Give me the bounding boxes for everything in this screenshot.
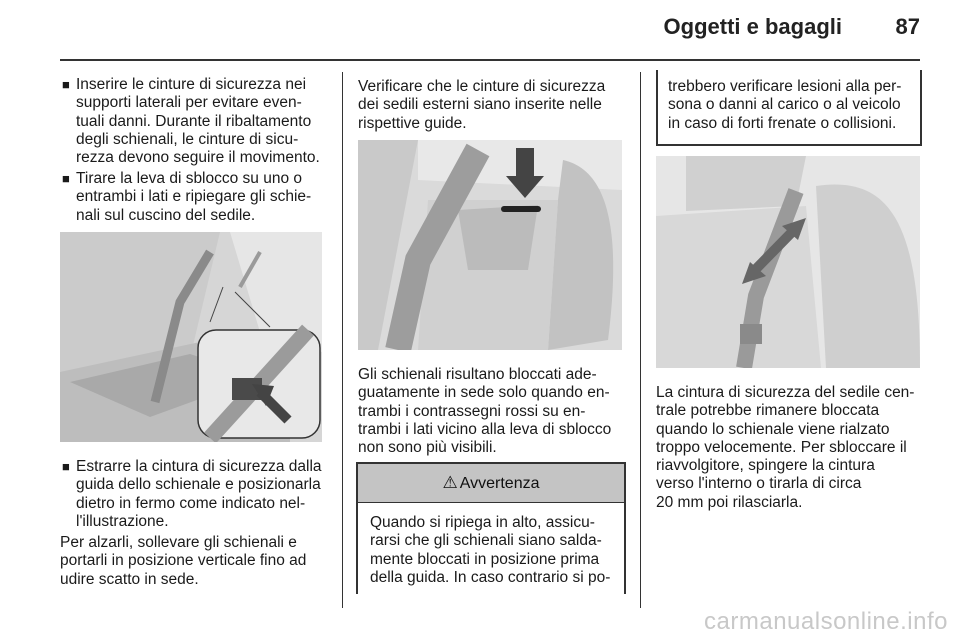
instruction-extract-belt: Estrarre la cintura di sicurezza dalla guida dello schienale e posizionarla dietro in fermo come indicato nel- l'illustrazione. — [76, 458, 322, 530]
instruction-belt-supports: Inserire le cinture di sicurezza nei supporti laterali per evitare even- tuali danni. Durante il ribaltamento degli schienali, le cinture di sicu- rezza devono seguire il movimento. — [76, 76, 320, 167]
bullet-marker: ■ — [62, 171, 70, 186]
instruction-release-lever: Tirare la leva di sblocco su uno o entrambi i lati e ripiegare gli schie- nali sul cuscino del sedile. — [76, 170, 312, 224]
paragraph-raise-seats: Per alzarli, sollevare gli schienali e portarli in posizione verticale fino ad udire scatto in sede. — [60, 534, 307, 588]
page-number: 87 — [895, 14, 920, 39]
illustration-outer-belt-guide — [358, 140, 622, 350]
bullet-marker: ■ — [62, 77, 70, 92]
paragraph-check-belts: Verificare che le cinture di sicurezza dei sedili esterni siano inserite nelle rispettive guide. — [358, 78, 606, 132]
warning-icon: ⚠ — [442, 473, 458, 492]
watermark: carmanualsonline.info — [704, 608, 948, 635]
paragraph-seat-lock-status: Gli schienali risultano bloccati ade- guatamente in sede solo quando en- trambi i contrassegni rossi su en- trambi i lati vicino alla leva di sblocco non sono più visibili. — [358, 366, 612, 457]
bullet-marker: ■ — [62, 459, 70, 474]
warning-box-continued — [656, 70, 922, 146]
column-divider-1 — [342, 72, 343, 608]
header-rule — [60, 59, 920, 61]
column-divider-2 — [640, 72, 641, 608]
illustration-seat-belt-guide — [60, 232, 322, 442]
page-title: Oggetti e bagagli — [663, 14, 842, 39]
warning-header — [358, 464, 624, 503]
paragraph-center-belt: La cintura di sicurezza del sedile cen- trale potrebbe rimanere bloccata quando lo schienale viene rialzato troppo velocemente. Per sbloccare il riavvolgitore, spingere la cintura verso l'interno o tirarla di circa 20 mm poi rilasciarla. — [656, 384, 915, 511]
warning-text: Quando si ripiega in alto, assicu- rarsi che gli schienali siano salda- mente bloccati in posizione prima della guida. In caso contrario si po- — [370, 514, 611, 586]
illustration-center-belt — [656, 156, 920, 368]
warning-box — [356, 462, 626, 594]
warning-text-continued: trebbero verificare lesioni alla per- sona o danni al carico o al veicolo in caso di forti frenate o collisioni. — [668, 78, 902, 132]
warning-title: Avvertenza — [459, 475, 540, 492]
